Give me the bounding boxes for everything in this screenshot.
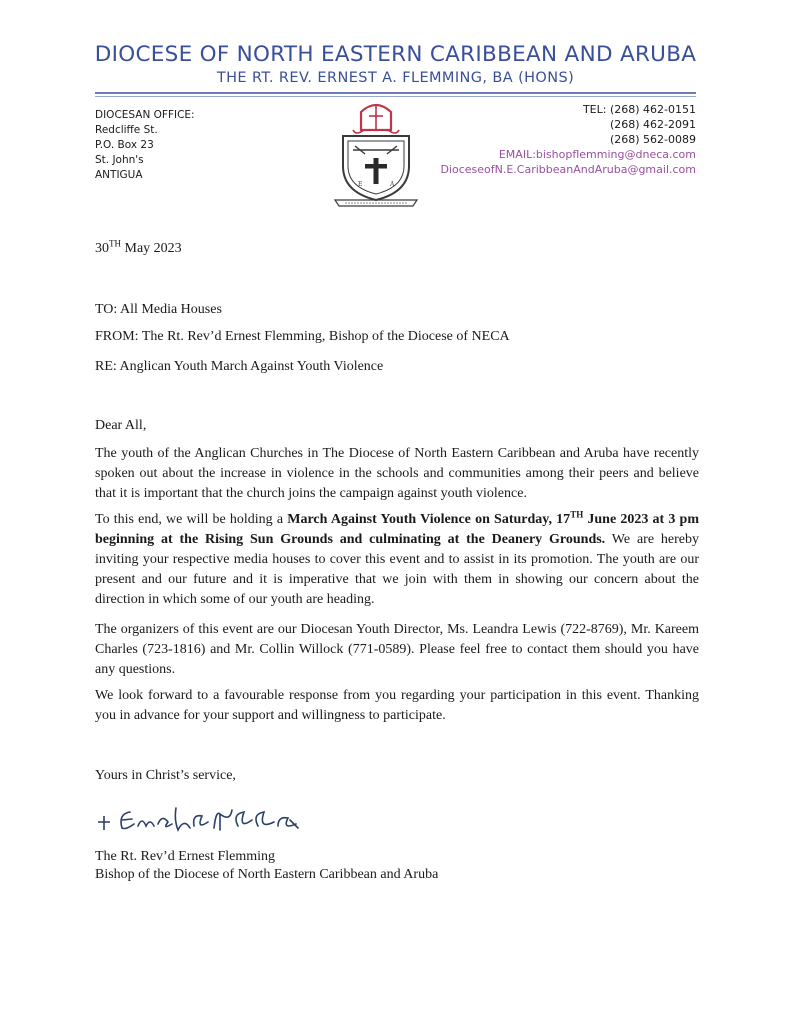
office-line: P.O. Box 23: [95, 139, 154, 151]
phone-line: TEL: (268) 462-0151: [582, 103, 696, 116]
office-line: DIOCESAN OFFICE:: [95, 109, 195, 121]
sender-line: FROM: The Rt. Rev’d Ernest Flemming, Bishop of the Diocese of NECA: [95, 329, 510, 344]
event-details-b: June 2023 at 3 pm beginning at the Rising Sun Grounds and culminating at the Deanery Grounds.: [95, 512, 699, 547]
date-suffix: TH: [109, 238, 121, 249]
paragraph-3: The organizers of this event are our Diocesan Youth Director, Ms. Leandra Lewis (722-8769), Mr. Kareem Charles (723-1816) and Mr. Collin Willock (771-0589). Please feel free to contact them should you have any questions.: [95, 622, 699, 677]
paragraph-4: We look forward to a favourable response from you regarding your participation in this event. Thanking you in advance for your support and willingness to participate.: [95, 688, 699, 723]
closing: Yours in Christ’s service,: [95, 768, 236, 783]
paragraph-1: The youth of the Anglican Churches in The Diocese of North Eastern Caribbean and Aruba have recently spoken out about the increase in violence in the schools and communities among their peers and believe that it is important that the church joins the campaign against youth violence.: [95, 446, 699, 501]
letterhead-subtitle: THE RT. REV. ERNEST A. FLEMMING, BA (HONS): [216, 70, 575, 86]
office-line: St. John's: [95, 154, 144, 166]
contact-details: [440, 102, 696, 177]
signatory-block: [95, 848, 699, 884]
event-details-a: March Against Youth Violence on Saturday, 17: [287, 512, 571, 527]
paragraph-2-rest: We are hereby inviting your respective media houses to cover this event and to assist in its promotion. The youth are our present and our future and it is imperative that we join with them in showing our concern about the direction in which some of our youth are heading.: [95, 532, 699, 607]
salutation: Dear All,: [95, 418, 147, 433]
paragraph-2-intro: To this end, we will be holding a: [95, 512, 288, 527]
office-address: [95, 108, 195, 183]
event-date-suffix: TH: [570, 509, 584, 520]
email-line[interactable]: EMAIL:bishopflemming@dneca.com: [498, 148, 696, 161]
letterhead-title: DIOCESE OF NORTH EASTERN CARIBBEAN AND ARUBA: [94, 42, 697, 67]
office-line: Redcliffe St.: [95, 124, 158, 136]
signatory-name: The Rt. Rev’d Ernest Flemming: [95, 849, 276, 864]
email-line[interactable]: DioceseofN.E.CaribbeanAndAruba@gmail.com: [440, 163, 696, 176]
signatory-title: Bishop of the Diocese of North Eastern Caribbean and Aruba: [95, 867, 439, 882]
letter-date: [95, 239, 699, 259]
phone-line: (268) 462-2091: [609, 118, 696, 131]
office-line: ANTIGUA: [95, 169, 143, 181]
date-day: 30: [95, 241, 109, 256]
letterhead-divider-thin: [95, 96, 696, 97]
svg-text:A: A: [390, 181, 395, 188]
svg-text:E: E: [358, 181, 363, 188]
date-rest: May 2023: [121, 241, 182, 256]
recipient-line: TO: All Media Houses: [95, 302, 222, 317]
handwritten-signature: [92, 800, 342, 840]
letterhead-divider: [95, 92, 696, 94]
diocesan-crest-icon: [331, 100, 421, 210]
phone-line: (268) 562-0089: [609, 133, 696, 146]
subject-line: RE: Anglican Youth March Against Youth Violence: [95, 359, 384, 374]
paragraph-2: [95, 510, 699, 610]
